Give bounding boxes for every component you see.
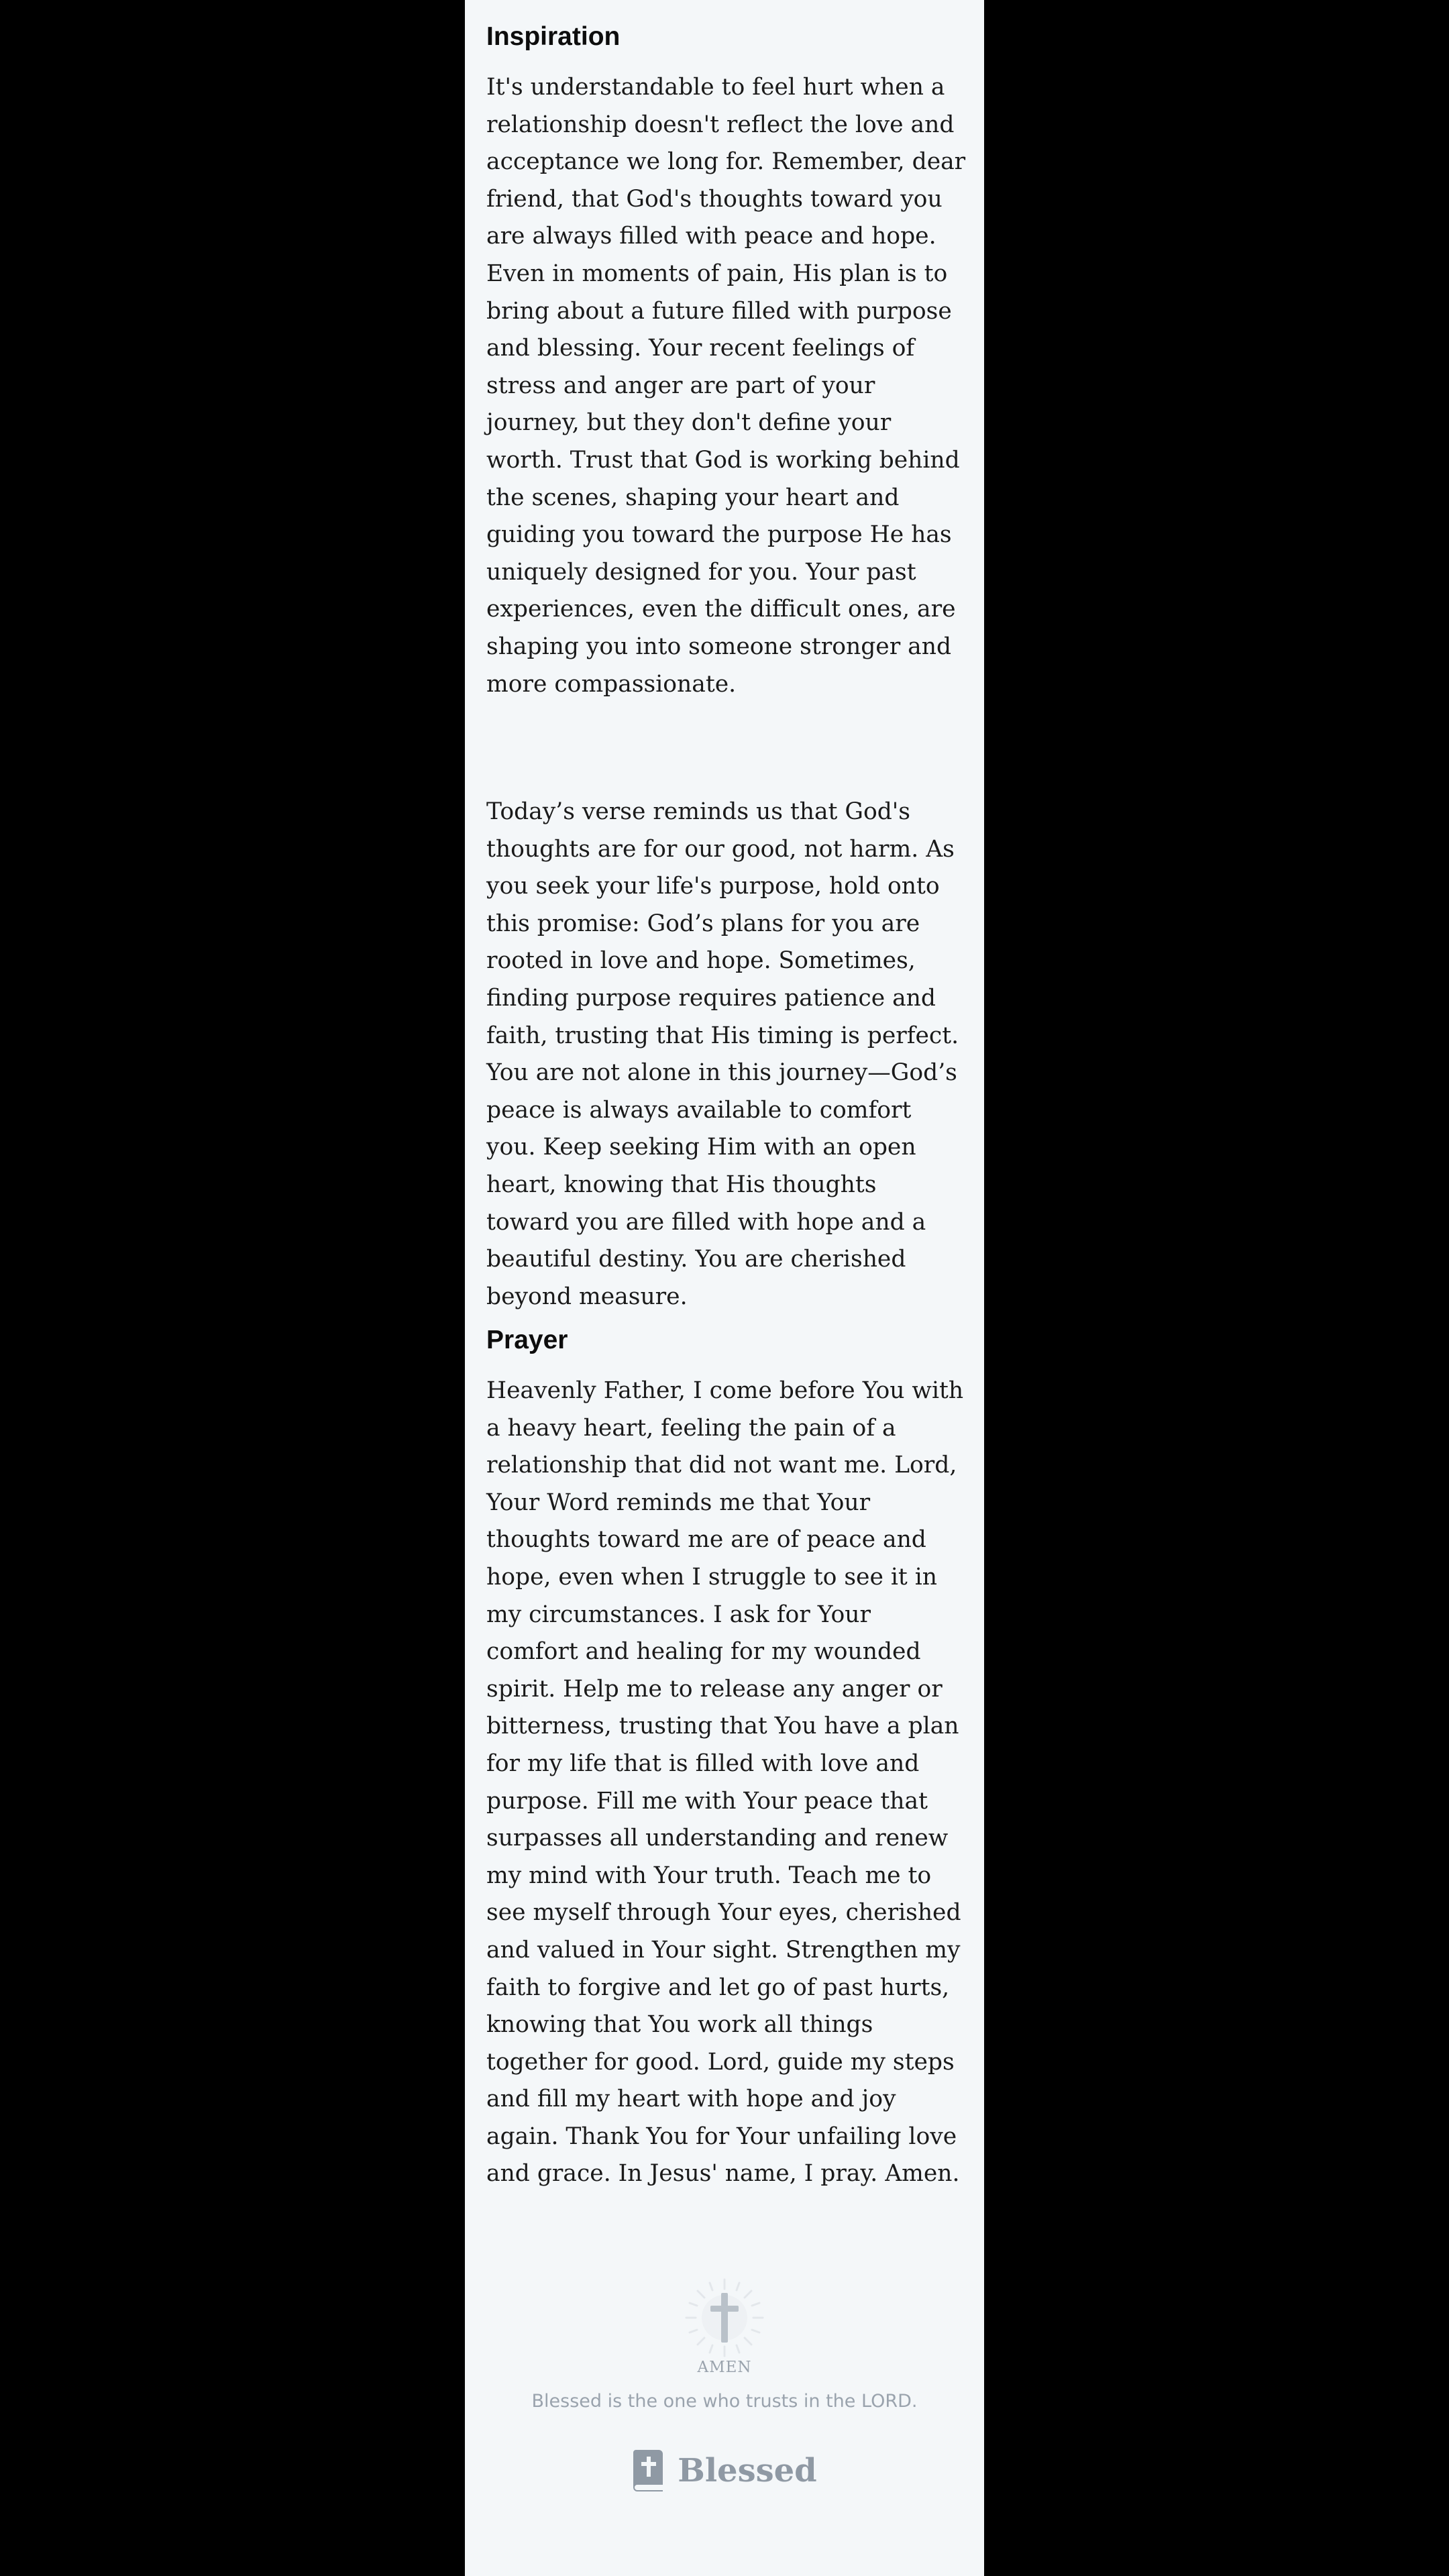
bible-icon xyxy=(632,2449,664,2493)
cross-icon xyxy=(681,2274,768,2361)
amen-label: AMEN xyxy=(697,2359,752,2376)
brand-name: Blessed xyxy=(678,2452,817,2489)
prayer-heading: Prayer xyxy=(486,1326,568,1354)
inspiration-paragraph-1: It's understandable to feel hurt when a relationship doesn't reflect the love and acceptance we long for. Remember, dear friend, that God's thoughts toward you are always filled with peace and hope. Even in moments of pain, His plan is to bring about a future filled with purpose and blessing. Your recent feelings of stress and anger are part of your journey, but they don't define your worth. Trust that God is working behind the scenes, shaping your heart and guiding you toward the purpose He has uniquely designed for you. Your past experiences, even the difficult ones, are shaping you into someone stronger and more compassionate. xyxy=(486,74,966,698)
brand-logo xyxy=(465,2449,984,2493)
amen-block xyxy=(465,2274,984,2412)
inspiration-paragraph-2: Today’s verse reminds us that God's thoughts are for our good, not harm. As you seek your life's purpose, hold onto this promise: God’s plans for you are rooted in love and hope. Sometimes, finding purpose requires patience and faith, trusting that His timing is perfect. You are not alone in this journey—God’s peace is always available to comfort you. Keep seeking Him with an open heart, knowing that His thoughts toward you are filled with hope and a beautiful destiny. You are cherished beyond measure. xyxy=(486,798,959,1310)
inspiration-heading: Inspiration xyxy=(486,22,621,51)
devotional-page xyxy=(465,0,984,2576)
tagline: Blessed is the one who trusts in the LORD. xyxy=(531,2391,918,2412)
prayer-text: Heavenly Father, I come before You with a heavy heart, feeling the pain of a relationship that did not want me. Lord, Your Word reminds me that Your thoughts toward me are of peace and hope, even when I struggle to see it in my circumstances. I ask for Your comfort and healing for my wounded spirit. Help me to release any anger or bitterness, trusting that You have a plan for my life that is filled with love and purpose. Fill me with Your peace that surpasses all understanding and renew my mind with Your truth. Teach me to see myself through Your eyes, cherished and valued in Your sight. Strengthen my faith to forgive and let go of past hurts, knowing that You work all things together for good. Lord, guide my steps and fill my heart with hope and joy again. Thank You for Your unfailing love and grace. In Jesus' name, I pray. Amen. xyxy=(486,1377,964,2188)
